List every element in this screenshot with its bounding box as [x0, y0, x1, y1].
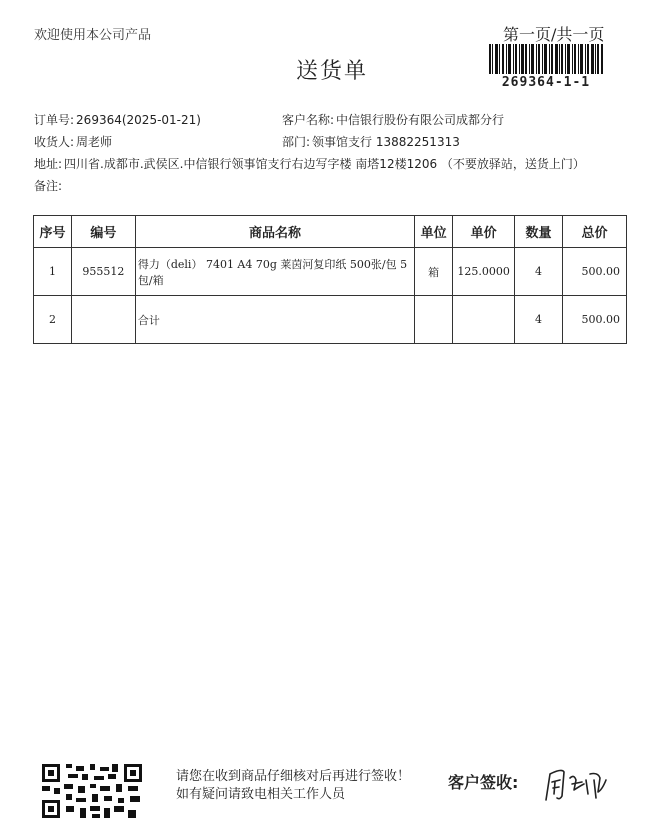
cell-code: [71, 296, 135, 344]
order-number-label: 订单号:: [34, 113, 75, 127]
header-price: 单价: [453, 216, 515, 248]
cell-name: 得力（deli） 7401 A4 70g 莱茵河复印纸 500张/包 5包/箱: [135, 248, 414, 296]
cell-total: 500.00: [563, 248, 627, 296]
table-row: [34, 248, 627, 296]
cell-qty: 4: [515, 248, 563, 296]
cell-code: 955512: [71, 248, 135, 296]
address-label: 地址:: [34, 157, 63, 171]
header-seq: 序号: [34, 216, 72, 248]
barcode-number: 269364-1-1: [501, 75, 591, 90]
cell-qty: 4: [515, 296, 563, 344]
header-code: 编号: [71, 216, 135, 248]
recipient-row: [34, 133, 112, 150]
cell-price: [453, 296, 515, 344]
barcode-icon: [489, 44, 603, 74]
order-number-row: [34, 111, 201, 128]
table-header-row: [34, 216, 627, 248]
welcome-text: 欢迎使用本公司产品: [34, 28, 152, 43]
header-name: 商品名称: [135, 216, 414, 248]
address-row: [34, 155, 585, 172]
remark-label: 备注:: [34, 179, 63, 193]
qr-code-icon: [42, 764, 142, 818]
page-indicator: 第一页/共一页: [503, 25, 605, 44]
signature-icon: [540, 760, 614, 808]
items-table: [33, 215, 627, 344]
header-qty: 数量: [515, 216, 563, 248]
signature-notice: 请您在收到商品仔细核对后再进行签收！如有疑问请致电相关工作人员: [176, 769, 411, 802]
customer-value: 中信银行股份有限公司成都分行: [336, 113, 505, 127]
department-row: [282, 133, 460, 150]
remark-row: [34, 177, 64, 194]
document-title: 送货单: [295, 59, 368, 84]
customer-row: [282, 111, 504, 128]
customer-label: 客户名称:: [282, 113, 335, 127]
address-value: 四川省.成都市.武侯区.中信银行领事馆支行右边写字楼 南塔12楼1206 （不要放驿站，送货上门）: [64, 157, 585, 171]
cell-seq: 1: [34, 248, 72, 296]
customer-sign-label: 客户签收:: [448, 773, 519, 792]
department-label: 部门:: [282, 135, 311, 149]
cell-unit: 箱: [415, 248, 453, 296]
recipient-label: 收货人:: [34, 135, 75, 149]
header-total: 总价: [563, 216, 627, 248]
recipient-value: 周老师: [76, 135, 113, 149]
header-unit: 单位: [415, 216, 453, 248]
cell-name: 合计: [135, 296, 414, 344]
table-row: [34, 296, 627, 344]
cell-price: 125.0000: [453, 248, 515, 296]
cell-seq: 2: [34, 296, 72, 344]
department-value: 领事馆支行 13882251313: [312, 135, 460, 149]
order-number-value: 269364(2025-01-21): [76, 113, 201, 127]
cell-unit: [415, 296, 453, 344]
cell-total: 500.00: [563, 296, 627, 344]
